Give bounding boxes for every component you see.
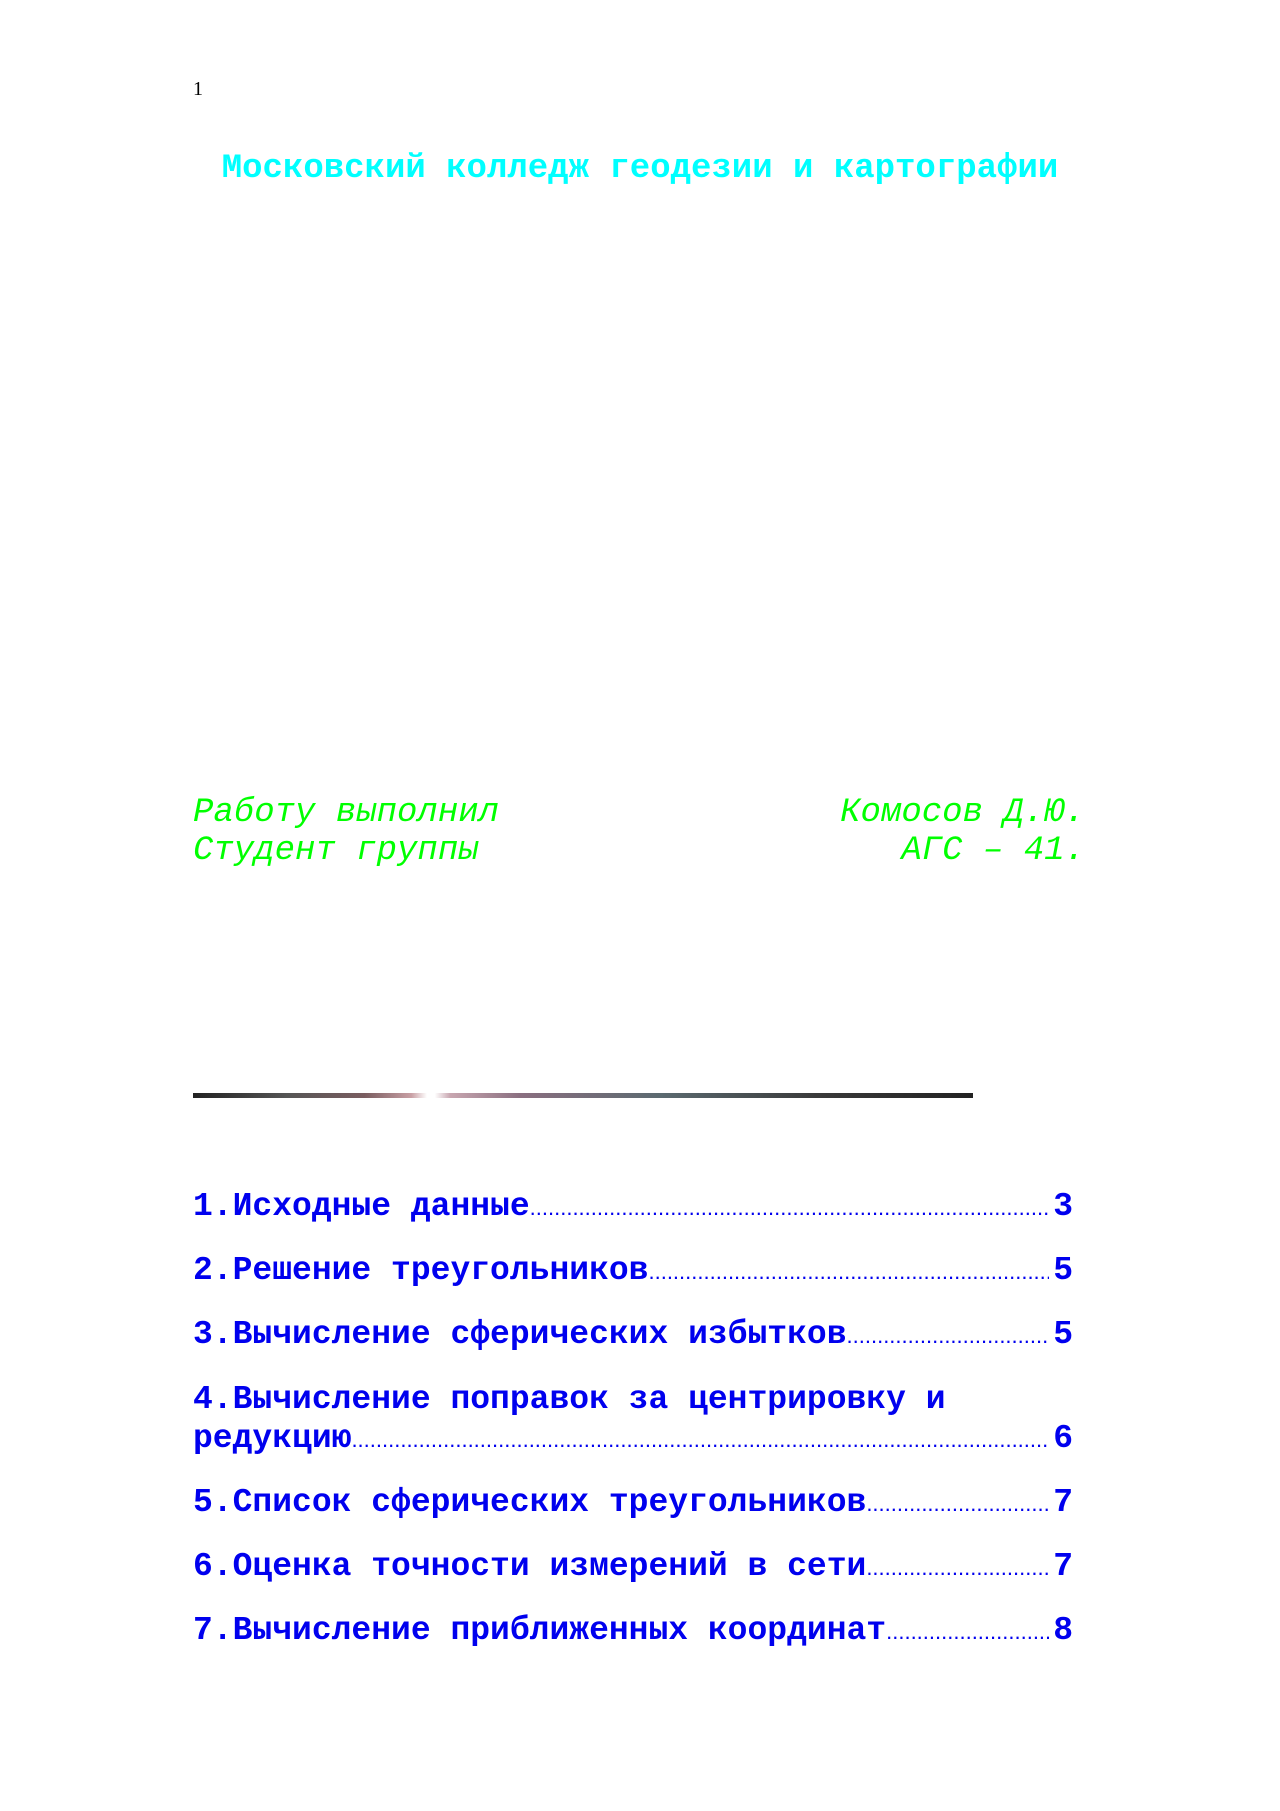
toc-item-label-line1: 4.Вычисление поправок за центрировку и (193, 1381, 946, 1418)
toc-item (193, 1188, 1073, 1252)
toc-item-page: 5 (1053, 1316, 1073, 1353)
toc-dot-leader (847, 1323, 1050, 1349)
college-title: Московский колледж геодезии и картографии (221, 150, 1059, 188)
toc-item-page: 7 (1053, 1484, 1073, 1521)
toc-item-label-line2: редукцию (193, 1420, 352, 1457)
toc-item-page: 6 (1053, 1420, 1073, 1457)
student-group-value: АГС – 41. (901, 832, 1085, 870)
toc-item (193, 1484, 1073, 1548)
toc-item-label: 2.Решение треугольников (193, 1252, 649, 1289)
toc-item (193, 1548, 1073, 1612)
page-number: 1 (193, 78, 203, 100)
performed-by-label: Работу выполнил (193, 794, 500, 832)
toc-item-page: 3 (1053, 1188, 1073, 1225)
toc-item-label: 3.Вычисление сферических избытков (193, 1316, 847, 1353)
separator-line (193, 1093, 973, 1098)
toc-item (193, 1316, 1073, 1380)
toc-item-label: 6.Оценка точности измерений в сети (193, 1548, 867, 1585)
table-of-contents (193, 1188, 1073, 1676)
student-group-row (193, 832, 1085, 874)
toc-item-label: 1.Исходные данные (193, 1188, 530, 1225)
toc-dot-leader (886, 1619, 1049, 1645)
toc-item-page: 7 (1053, 1548, 1073, 1585)
toc-item (193, 1380, 1073, 1484)
toc-dot-leader (530, 1195, 1050, 1221)
toc-item-page: 5 (1053, 1252, 1073, 1289)
toc-item-label: 7.Вычисление приближенных координат (193, 1612, 887, 1649)
student-group-label: Студент группы (193, 832, 479, 870)
toc-dot-leader (866, 1555, 1049, 1581)
toc-item (193, 1612, 1073, 1676)
performed-by-row (193, 794, 1085, 836)
toc-item (193, 1252, 1073, 1316)
toc-item-page: 8 (1053, 1612, 1073, 1649)
performed-by-name: Комосов Д.Ю. (840, 794, 1085, 832)
toc-dot-leader (648, 1259, 1049, 1285)
toc-item-label: 5.Список сферических треугольников (193, 1484, 867, 1521)
toc-dot-leader (351, 1427, 1049, 1453)
toc-dot-leader (866, 1491, 1049, 1517)
